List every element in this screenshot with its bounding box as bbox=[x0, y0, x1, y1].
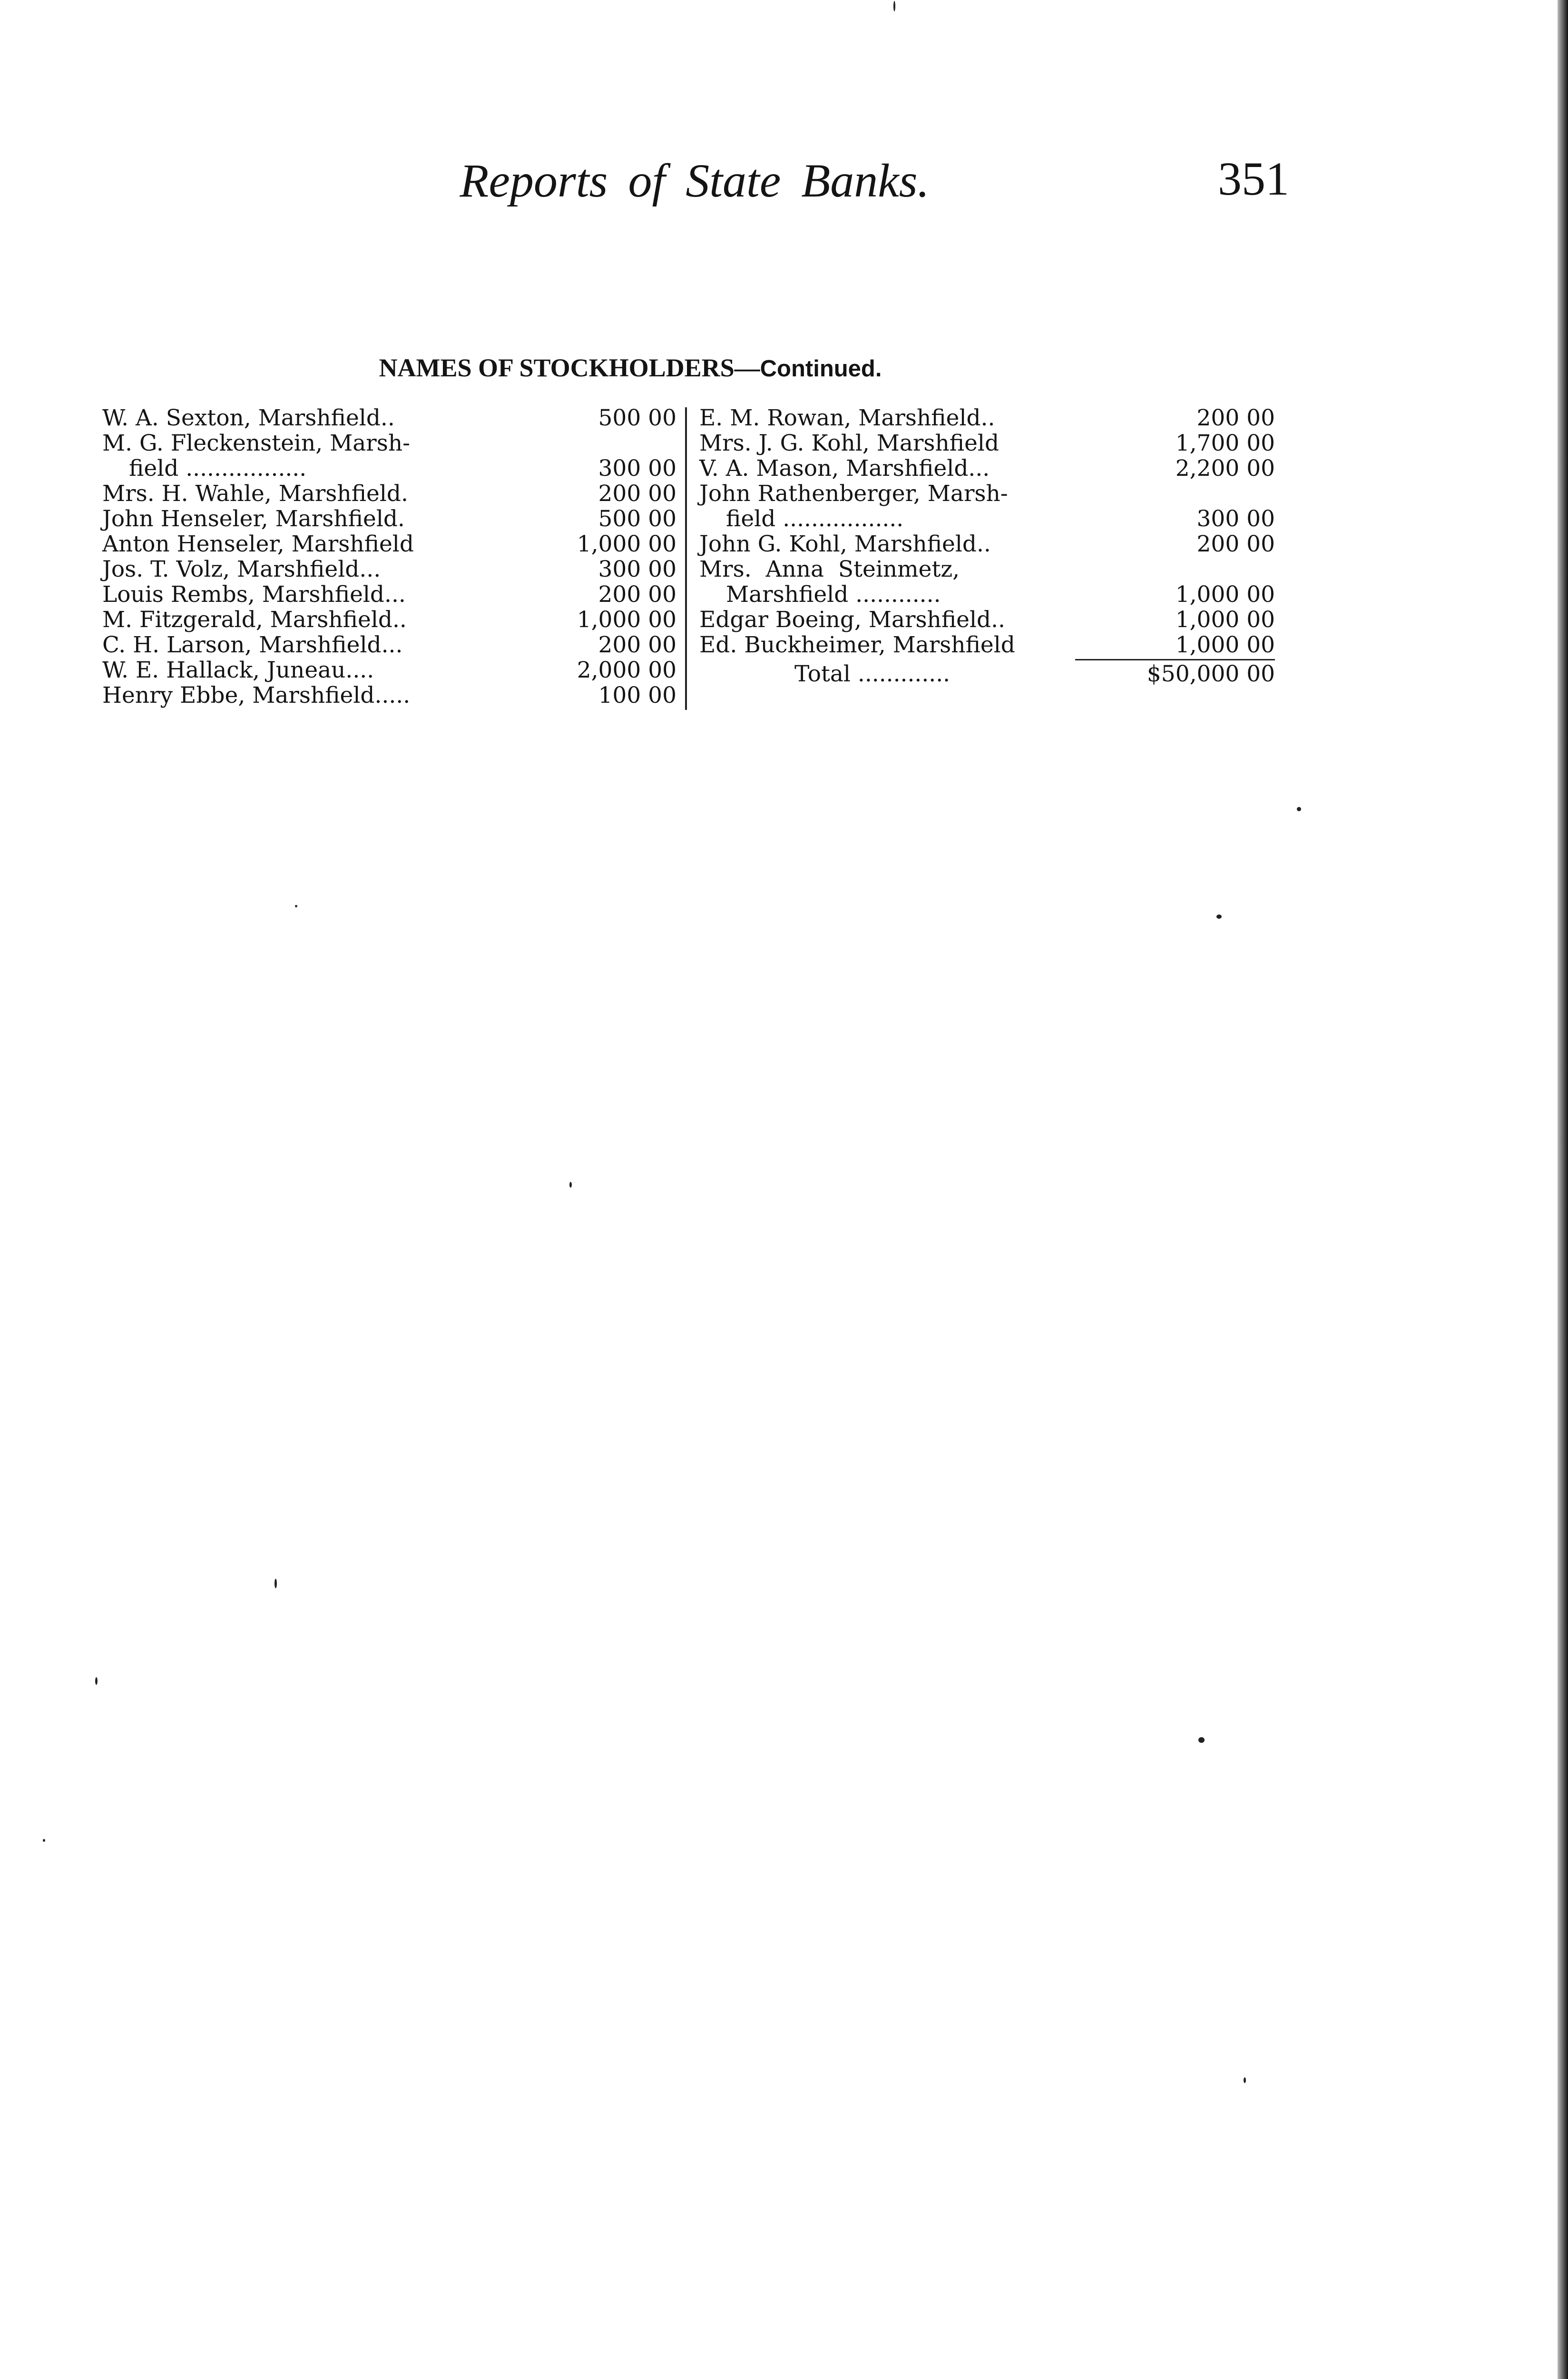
stockholder-name: John Rathenberger, Marsh- bbox=[699, 481, 1008, 507]
page-number: 351 bbox=[1218, 152, 1289, 205]
stockholder-amount: 1,000 00 bbox=[1175, 632, 1275, 658]
scan-speck bbox=[893, 1, 895, 11]
stockholder-name-continuation: Marshfield ............ bbox=[726, 581, 941, 608]
column-divider bbox=[685, 407, 687, 710]
stockholder-amount: 300 00 bbox=[598, 455, 676, 482]
stockholder-name: Mrs. H. Wahle, Marshfield. bbox=[102, 481, 408, 507]
stockholder-name: Ed. Buckheimer, Marshfield bbox=[699, 632, 1015, 658]
stockholder-amount: 300 00 bbox=[598, 556, 676, 582]
total-label: Total ............. bbox=[794, 661, 951, 687]
stockholder-amount: 300 00 bbox=[1196, 506, 1275, 532]
stockholder-amount: 500 00 bbox=[598, 405, 676, 431]
stockholder-amount: 1,000 00 bbox=[577, 531, 676, 557]
stockholder-row bbox=[102, 456, 676, 481]
stockholder-row bbox=[699, 506, 1275, 531]
stockholder-row bbox=[699, 607, 1275, 632]
stockholder-row bbox=[102, 632, 676, 658]
stockholder-row bbox=[102, 405, 676, 431]
total-row bbox=[699, 661, 1275, 687]
stockholder-name: W. E. Hallack, Juneau.... bbox=[102, 657, 374, 683]
stockholder-row bbox=[699, 582, 1275, 607]
stockholder-name: Henry Ebbe, Marshfield..... bbox=[102, 682, 411, 708]
scan-speck bbox=[95, 1677, 98, 1685]
stockholder-row bbox=[699, 632, 1275, 658]
page-edge-shadow bbox=[1558, 0, 1568, 2379]
total-rule bbox=[1075, 659, 1275, 660]
stockholder-row bbox=[102, 431, 676, 456]
stockholder-name: John Henseler, Marshfield. bbox=[102, 506, 405, 532]
scan-speck bbox=[1244, 2077, 1246, 2083]
stockholder-name-continuation: field ................. bbox=[129, 455, 307, 482]
stockholder-amount: 200 00 bbox=[598, 481, 676, 507]
scan-speck bbox=[1216, 914, 1222, 919]
stockholder-amount: 200 00 bbox=[1196, 405, 1275, 431]
stockholder-name: Anton Henseler, Marshfield bbox=[102, 531, 414, 557]
stockholder-name-continuation: field ................. bbox=[726, 506, 904, 532]
stockholder-amount: 1,000 00 bbox=[577, 607, 676, 633]
stockholder-name: M. G. Fleckenstein, Marsh- bbox=[102, 430, 410, 456]
stockholder-row bbox=[102, 531, 676, 557]
stockholders-left-column bbox=[102, 405, 676, 708]
stockholder-amount: 1,700 00 bbox=[1175, 430, 1275, 456]
stockholder-row bbox=[102, 582, 676, 607]
scan-speck bbox=[569, 1182, 572, 1188]
scan-speck bbox=[43, 1839, 45, 1842]
scan-speck bbox=[1297, 807, 1301, 811]
stockholder-amount: 1,000 00 bbox=[1175, 607, 1275, 633]
scan-speck bbox=[1198, 1737, 1205, 1743]
stockholder-row bbox=[699, 456, 1275, 481]
stockholder-name: Louis Rembs, Marshfield... bbox=[102, 581, 406, 608]
stockholder-row bbox=[102, 683, 676, 708]
stockholder-name: Mrs. Anna Steinmetz, bbox=[699, 556, 960, 582]
scan-speck bbox=[295, 905, 297, 907]
stockholder-row bbox=[699, 531, 1275, 557]
stockholder-row bbox=[102, 607, 676, 632]
stockholder-name: C. H. Larson, Marshfield... bbox=[102, 632, 403, 658]
stockholder-row bbox=[102, 506, 676, 531]
stockholder-amount: 200 00 bbox=[1196, 531, 1275, 557]
scan-speck bbox=[274, 1579, 277, 1588]
stockholder-name: M. Fitzgerald, Marshfield.. bbox=[102, 607, 407, 633]
stockholder-name: V. A. Mason, Marshfield... bbox=[699, 455, 990, 482]
stockholder-name: E. M. Rowan, Marshfield.. bbox=[699, 405, 995, 431]
stockholder-name: W. A. Sexton, Marshfield.. bbox=[102, 405, 395, 431]
stockholder-row bbox=[699, 481, 1275, 506]
stockholder-row bbox=[699, 557, 1275, 582]
stockholder-amount: 200 00 bbox=[598, 632, 676, 658]
total-amount: $50,000 00 bbox=[1147, 661, 1275, 687]
stockholder-row bbox=[102, 557, 676, 582]
stockholder-amount: 2,000 00 bbox=[577, 657, 676, 683]
stockholder-row bbox=[102, 481, 676, 506]
stockholder-amount: 2,200 00 bbox=[1175, 455, 1275, 482]
stockholder-row bbox=[699, 431, 1275, 456]
running-title: Reports of State Banks. bbox=[460, 154, 930, 207]
stockholders-right-column bbox=[699, 405, 1275, 708]
stockholder-row bbox=[102, 658, 676, 683]
section-heading bbox=[238, 353, 1023, 383]
stockholder-row bbox=[699, 405, 1275, 431]
stockholder-name: John G. Kohl, Marshfield.. bbox=[699, 531, 991, 557]
stockholder-name: Mrs. J. G. Kohl, Marshfield bbox=[699, 430, 1000, 456]
stockholder-amount: 500 00 bbox=[598, 506, 676, 532]
section-heading-main: NAMES OF STOCKHOLDERS— bbox=[379, 354, 760, 382]
stockholder-name: Jos. T. Volz, Marshfield... bbox=[102, 556, 381, 582]
stockholder-amount: 1,000 00 bbox=[1175, 581, 1275, 608]
section-heading-continued: Continued. bbox=[760, 356, 882, 382]
stockholder-amount: 100 00 bbox=[598, 682, 676, 708]
stockholder-amount: 200 00 bbox=[598, 581, 676, 608]
stockholder-name: Edgar Boeing, Marshfield.. bbox=[699, 607, 1005, 633]
